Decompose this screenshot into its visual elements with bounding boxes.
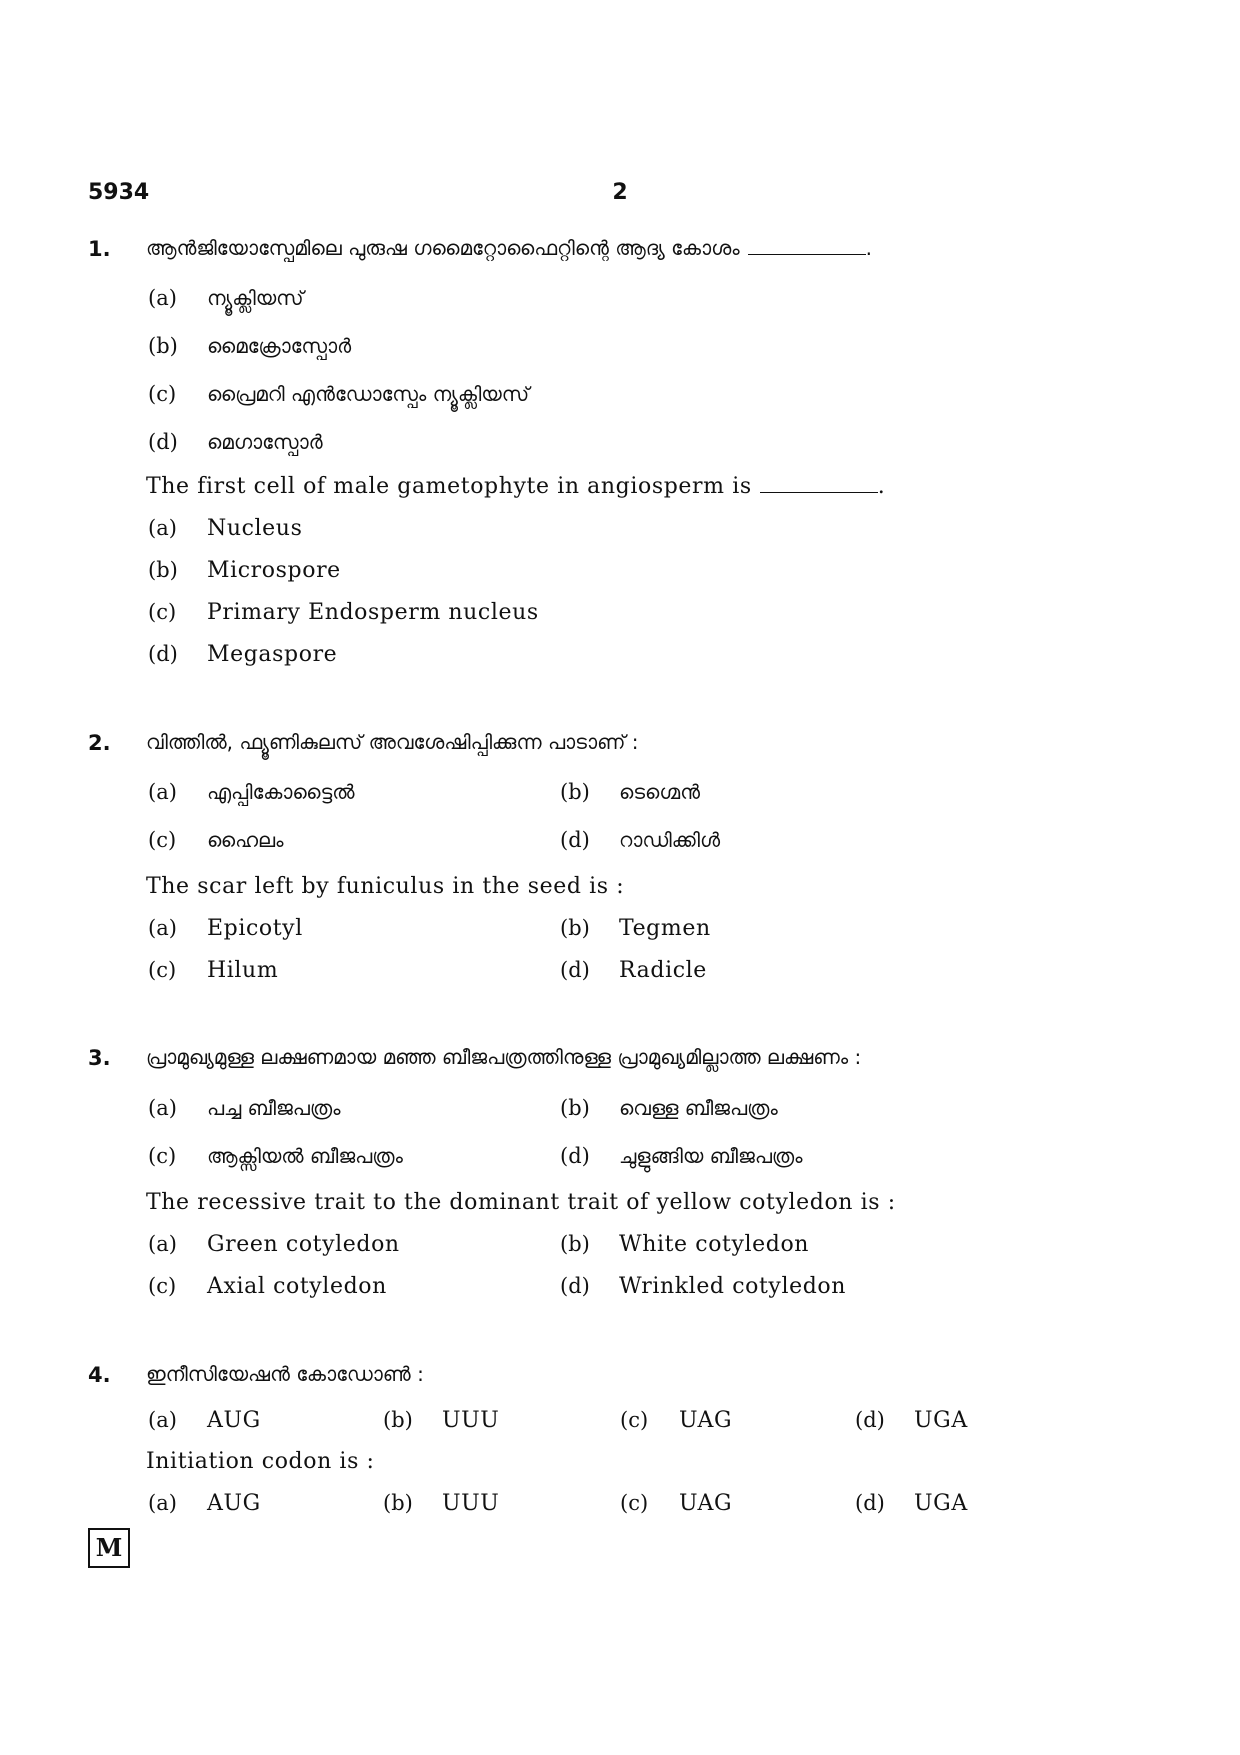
- question-stem-en: The scar left by funiculus in the seed is :: [146, 874, 625, 899]
- question-number: 2.: [88, 731, 111, 755]
- option-text: UGA: [914, 1408, 968, 1433]
- option-text: UAG: [679, 1491, 733, 1516]
- option-text: Radicle: [619, 958, 707, 983]
- option-text: റാഡിക്കിൾ: [619, 828, 721, 852]
- option-label: (a): [148, 780, 177, 804]
- option-label: (c): [148, 600, 177, 624]
- question-stem-en: The recessive trait to the dominant trait of yellow cotyledon is :: [146, 1190, 896, 1215]
- option-text: ഹൈലം: [207, 828, 284, 852]
- option-label: (b): [148, 558, 178, 582]
- option-text: എപ്പികോട്ടൈൽ: [207, 780, 355, 804]
- option-text: White cotyledon: [619, 1232, 810, 1257]
- question-stem-ml: പ്രാമുഖ്യമുള്ള ലക്ഷണമായ മഞ്ഞ ബീജപത്രത്തിനുള്ള പ്രാമുഖ്യമില്ലാത്ത ലക്ഷണം :: [146, 1045, 862, 1069]
- question-number: 3.: [88, 1046, 111, 1070]
- option-text: UUU: [442, 1408, 500, 1433]
- question-stem-en: Initiation codon is :: [146, 1449, 375, 1474]
- option-label: (c): [148, 1144, 177, 1168]
- option-label: (d): [560, 958, 590, 982]
- option-text: മെഗാസ്പോർ: [207, 430, 323, 454]
- option-text: മൈക്രോസ്പോർ: [207, 334, 352, 358]
- option-text: Hilum: [207, 958, 279, 983]
- answer-blank: [760, 491, 878, 493]
- option-label: (a): [148, 286, 177, 310]
- question-stem-ml: വിത്തിൽ, ഫ്യൂണികുലസ് അവശേഷിപ്പിക്കുന്ന പാടാണ് :: [146, 730, 639, 754]
- page-number: 2: [612, 180, 628, 205]
- option-text: UUU: [442, 1491, 500, 1516]
- option-text: Tegmen: [619, 916, 711, 941]
- option-text: പ്രൈമറി എൻഡോസ്പേം ന്യൂക്ലിയസ്: [207, 382, 530, 406]
- answer-blank: [748, 253, 866, 255]
- option-text: Megaspore: [207, 642, 338, 667]
- option-label: (d): [560, 1144, 590, 1168]
- option-text: Nucleus: [207, 516, 303, 541]
- question-stem-ml: ആൻജിയോസ്പേമിലെ പുരുഷ ഗമൈറ്റോഫൈറ്റിന്റെ ആദ്യ കോശം .: [146, 236, 872, 260]
- option-label: (c): [148, 382, 177, 406]
- option-label: (b): [383, 1491, 413, 1515]
- option-text: AUG: [207, 1408, 261, 1433]
- option-label: (a): [148, 1096, 177, 1120]
- option-label: (b): [148, 334, 178, 358]
- option-text: ആക്സിയൽ ബീജപത്രം: [207, 1144, 403, 1168]
- option-text: Wrinkled cotyledon: [619, 1274, 846, 1299]
- question-number: 4.: [88, 1363, 111, 1387]
- option-text: Microspore: [207, 558, 341, 583]
- option-label: (a): [148, 516, 177, 540]
- option-label: (c): [620, 1408, 649, 1432]
- option-label: (b): [560, 1232, 590, 1256]
- option-label: (c): [148, 958, 177, 982]
- option-label: (a): [148, 1408, 177, 1432]
- stem-text: ആൻജിയോസ്പേമിലെ പുരുഷ ഗമൈറ്റോഫൈറ്റിന്റെ ആദ്യ കോശം: [146, 236, 740, 260]
- option-label: (a): [148, 1491, 177, 1515]
- option-label: (b): [560, 916, 590, 940]
- option-label: (a): [148, 916, 177, 940]
- option-label: (c): [148, 828, 177, 852]
- option-label: (b): [560, 780, 590, 804]
- question-stem-ml: ഇനീസിയേഷൻ കോഡോൺ :: [146, 1362, 424, 1386]
- option-text: AUG: [207, 1491, 261, 1516]
- option-label: (d): [560, 1274, 590, 1298]
- option-text: Primary Endosperm nucleus: [207, 600, 539, 625]
- version-mark: M: [88, 1528, 130, 1568]
- stem-text: The first cell of male gametophyte in angiosperm is: [146, 474, 752, 499]
- option-text: ചുളുങ്ങിയ ബീജപത്രം: [619, 1144, 803, 1168]
- option-text: Green cotyledon: [207, 1232, 400, 1257]
- option-text: Axial cotyledon: [207, 1274, 387, 1299]
- option-label: (d): [855, 1408, 885, 1432]
- option-label: (c): [148, 1274, 177, 1298]
- option-label: (d): [560, 828, 590, 852]
- option-label: (d): [148, 642, 178, 666]
- option-text: UGA: [914, 1491, 968, 1516]
- option-text: വെള്ള ബീജപത്രം: [619, 1096, 778, 1120]
- option-label: (c): [620, 1491, 649, 1515]
- paper-code: 5934: [88, 180, 150, 205]
- option-text: Epicotyl: [207, 916, 303, 941]
- option-text: ന്യൂക്ലിയസ്: [207, 286, 304, 310]
- question-number: 1.: [88, 237, 111, 261]
- option-label: (d): [148, 430, 178, 454]
- option-text: ടെഗ്മെൻ: [619, 780, 700, 804]
- option-text: UAG: [679, 1408, 733, 1433]
- option-text: പച്ച ബീജപത്രം: [207, 1096, 341, 1120]
- option-label: (a): [148, 1232, 177, 1256]
- option-label: (b): [560, 1096, 590, 1120]
- question-stem-en: The first cell of male gametophyte in angiosperm is .: [146, 474, 886, 499]
- option-label: (b): [383, 1408, 413, 1432]
- option-label: (d): [855, 1491, 885, 1515]
